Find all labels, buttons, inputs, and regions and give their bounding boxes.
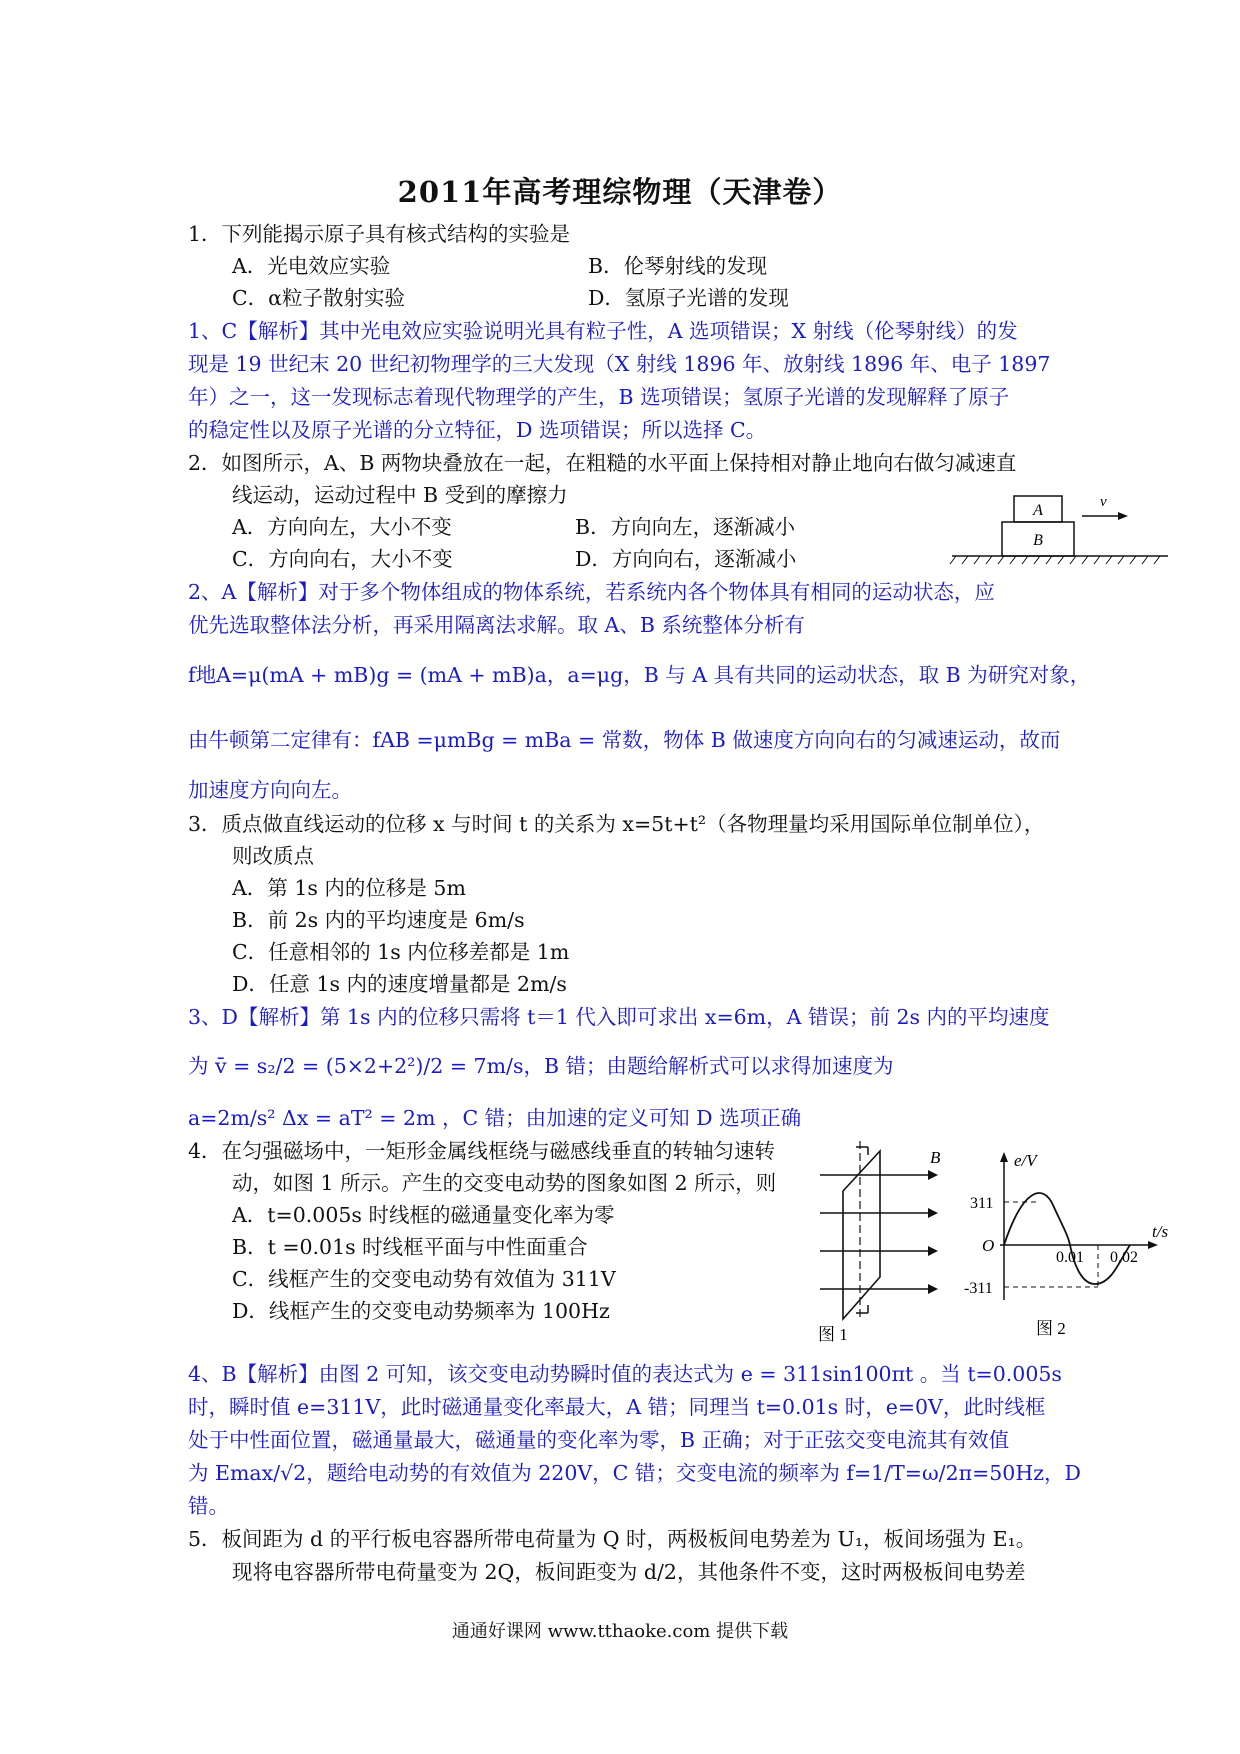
q4-analysis-line: 为 Emax/√2，题给电动势的有效值为 220V，C 错；交变电流的频率为 f=1/T=ω/2π=50Hz，D <box>188 1461 1081 1485</box>
q2-analysis-formula: 由牛顿第二定律有：fAB =μmBg = mBa = 常数，物体 B 做速度方向向右的匀减速运动，故而 <box>188 728 1061 752</box>
coil-frame <box>843 1151 880 1319</box>
velocity-label: v <box>1100 494 1107 510</box>
q1-option-b: B．伦琴射线的发现 <box>588 254 768 278</box>
q3-stem-line: 则改质点 <box>232 844 314 868</box>
q3-option-d: D．任意 1s 内的速度增量都是 2m/s <box>232 972 567 996</box>
q2-stem-line: 2．如图所示，A、B 两物块叠放在一起，在粗糙的水平面上保持相对静止地向右做匀减速直 <box>188 451 1017 475</box>
x-tick: 0.02 <box>1110 1249 1138 1266</box>
figure-1-caption: 图 1 <box>818 1325 848 1344</box>
q3-option-a: A．第 1s 内的位移是 5m <box>232 876 466 900</box>
q2-analysis-line: 优先选取整体法分析，再采用隔离法求解。取 A、B 系统整体分析有 <box>188 613 805 637</box>
q4-option-b: B．t =0.01s 时线框平面与中性面重合 <box>232 1235 588 1259</box>
q2-option-b: B．方向向左，逐渐减小 <box>575 515 796 539</box>
q1-option-a: A．光电效应实验 <box>232 254 391 278</box>
figure-2-caption: 图 2 <box>1036 1319 1066 1338</box>
origin-label: O <box>982 1236 995 1255</box>
q4-figure-1 <box>818 1135 958 1345</box>
q1-option-c: C．α粒子散射实验 <box>232 286 406 310</box>
q1-analysis-line: 的稳定性以及原子光谱的分立特征，D 选项错误；所以选择 C。 <box>188 418 767 442</box>
y-tick-positive: 311 <box>970 1195 994 1212</box>
q5-stem-line: 5．板间距为 d 的平行板电容器所带电荷量为 Q 时，两极板间电势差为 U₁，板间场强为 E₁。 <box>188 1527 1037 1551</box>
x-axis-label: t/s <box>1152 1222 1169 1241</box>
q2-option-a: A．方向向左，大小不变 <box>232 515 452 539</box>
q3-stem-line: 3．质点做直线运动的位移 x 与时间 t 的关系为 x=5t+t²（各物理量均采用国际单位制单位）， <box>188 812 1045 836</box>
q4-figure-2 <box>964 1150 1180 1340</box>
y-tick-negative: -311 <box>964 1280 993 1297</box>
q3-analysis-line: 3、D【解析】第 1s 内的位移只需将 t＝1 代入即可求出 x=6m，A 错误；前 2s 内的平均速度 <box>188 1005 1050 1029</box>
block-a-label: A <box>1033 502 1043 519</box>
field-lines <box>820 1175 930 1289</box>
q4-analysis-line: 时，瞬时值 e=311V，此时磁通量变化率最大，A 错；同理当 t=0.01s 时，e=0V，此时线框 <box>188 1395 1046 1419</box>
q4-option-c: C．线框产生的交变电动势有效值为 311V <box>232 1267 616 1291</box>
field-label: B <box>930 1148 941 1167</box>
q2-option-d: D．方向向右，逐渐减小 <box>575 547 797 571</box>
q2-option-c: C．方向向右，大小不变 <box>232 547 453 571</box>
q2-stem-line: 线运动，运动过程中 B 受到的摩擦力 <box>232 483 568 507</box>
q4-stem-line: 动，如图 1 所示。产生的交变电动势的图象如图 2 所示，则 <box>232 1171 777 1195</box>
q2-analysis-line: 加速度方向向左。 <box>188 778 352 802</box>
page-title: 2011年高考理综物理（天津卷） <box>397 175 843 209</box>
q4-stem-line: 4．在匀强磁场中，一矩形金属线框绕与磁感线垂直的转轴匀速转 <box>188 1139 776 1163</box>
velocity-arrowhead <box>1118 512 1128 520</box>
q3-analysis-formula: 为 v̄ = s₂/2 = (5×2+2²)/2 = 7m/s，B 错；由题给解析式可以求得加速度为 <box>188 1054 894 1078</box>
q1-analysis-line: 年）之一，这一发现标志着现代物理学的产生，B 选项错误；氢原子光谱的发现解释了原子 <box>188 385 1010 409</box>
q1-option-d: D．氢原子光谱的发现 <box>588 286 789 310</box>
q3-option-b: B．前 2s 内的平均速度是 6m/s <box>232 908 525 932</box>
q3-analysis-line: a=2m/s² Δx = aT² = 2m ，C 错；由加速的定义可知 D 选项正确 <box>188 1106 802 1130</box>
q2-analysis-formula: f地A=μ(mA + mB)g = (mA + mB)a，a=μg，B 与 A 具有共同的运动状态，取 B 为研究对象， <box>188 663 1091 687</box>
y-axis-label: e/V <box>1014 1151 1037 1170</box>
q2-block-figure <box>950 490 1170 570</box>
q4-analysis-line: 处于中性面位置，磁通量最大，磁通量的变化率为零，B 正确；对于正弦交变电流其有效值 <box>188 1428 1010 1452</box>
page-footer: 通通好课网 www.tthaoke.com 提供下载 <box>451 1621 789 1642</box>
block-b-label: B <box>1033 532 1043 549</box>
q4-analysis-line: 错。 <box>188 1494 229 1518</box>
q1-analysis-line: 1、C【解析】其中光电效应实验说明光具有粒子性，A 选项错误；X 射线（伦琴射线）的发 <box>188 319 1018 343</box>
ground-hatch <box>950 556 1160 564</box>
sine-curve <box>1004 1193 1130 1284</box>
q3-option-c: C．任意相邻的 1s 内位移差都是 1m <box>232 940 570 964</box>
q4-analysis-line: 4、B【解析】由图 2 可知，该交变电动势瞬时值的表达式为 e = 311sin100πt 。当 t=0.005s <box>188 1362 1062 1386</box>
q4-option-d: D．线框产生的交变电动势频率为 100Hz <box>232 1299 610 1323</box>
q2-analysis-line: 2、A【解析】对于多个物体组成的物体系统，若系统内各个物体具有相同的运动状态，应 <box>188 580 995 604</box>
q1-stem: 1．下列能揭示原子具有核式结构的实验是 <box>188 222 571 246</box>
q5-stem-line: 现将电容器所带电荷量变为 2Q，板间距变为 d/2，其他条件不变，这时两极板间电势差 <box>232 1560 1026 1584</box>
q4-option-a: A．t=0.005s 时线框的磁通量变化率为零 <box>232 1203 615 1227</box>
q1-analysis-line: 现是 19 世纪末 20 世纪初物理学的三大发现（X 射线 1896 年、放射线 1896 年、电子 1897 <box>188 352 1051 376</box>
x-tick: 0.01 <box>1056 1249 1084 1266</box>
